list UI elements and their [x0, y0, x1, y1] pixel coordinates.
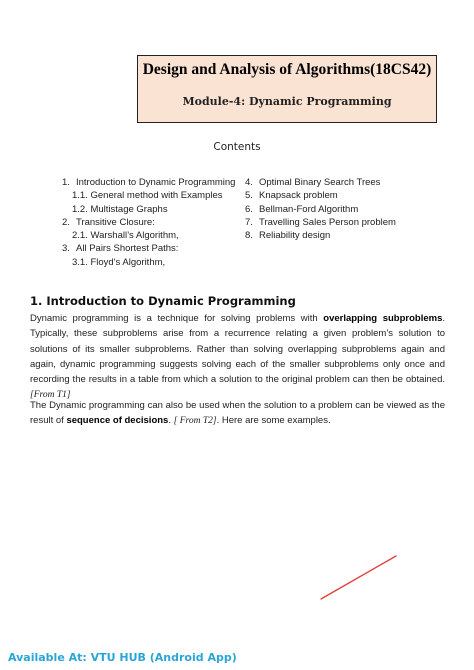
annotation-line — [321, 556, 396, 599]
toc-item-number: 4. — [245, 177, 253, 188]
toc-item-label: Bellman-Ford Algorithm — [259, 203, 359, 215]
toc-item-number: 1. — [62, 177, 70, 188]
toc-subitem-label: 1.1. General method with Examples — [72, 190, 223, 202]
toc-item-label: Reliability design — [259, 230, 331, 242]
toc-item-number: 8. — [245, 230, 253, 242]
paragraph-text: The Dynamic programming can also be used when the solution to a problem can be viewed as the result of — [30, 400, 445, 427]
toc-item-label: Travelling Sales Person problem — [259, 216, 396, 228]
citation: [From T1] — [30, 390, 71, 401]
toc-item-label: All Pairs Shortest Paths: — [76, 243, 179, 255]
bold-term: sequence of decisions — [66, 415, 169, 427]
toc-item-label: Transitive Closure: — [76, 216, 155, 228]
paragraph-text: Dynamic programming is a technique for solving problems with — [30, 313, 324, 324]
bold-term: overlapping subproblems — [323, 313, 443, 324]
toc-item-label: Introduction to Dynamic Programming — [76, 177, 236, 188]
document-title: Design and Analysis of Algorithms(18CS42) — [142, 61, 432, 78]
footer-availability: Available At: VTU HUB (Android App) — [8, 651, 237, 664]
toc-item-number: 7. — [245, 216, 253, 228]
toc-subitem-label: 2.1. Warshall’s Algorithm, — [72, 230, 179, 242]
paragraph-text: . Typically, these subproblems arise from a recurrence relating a given problem’s solution to solutions of its smaller subproblems. Rather than solving overlapping subproblems again and again, dynamic programming suggests solving each of the smaller subproblems only once and recording the results in a table from which a solution to the original problem can then be obtained. — [30, 313, 445, 386]
paragraph-text: . Here are some examples. — [216, 415, 331, 427]
toc-item-label: Knapsack problem — [259, 190, 338, 202]
toc-item-number: 3. — [62, 243, 70, 255]
contents-title: Contents — [213, 141, 261, 153]
section-heading: 1. Introduction to Dynamic Programming — [30, 294, 296, 308]
toc-item-number: 6. — [245, 203, 253, 215]
toc-item-number: 2. — [62, 216, 70, 228]
toc-subitem-label: 1.2. Multistage Graphs — [72, 203, 168, 215]
toc-subitem-label: 3.1. Floyd's Algorithm, — [72, 256, 166, 268]
module-subtitle: Module-4: Dynamic Programming — [182, 95, 392, 108]
toc-item-number: 5. — [245, 190, 253, 202]
citation: [ From T2] — [173, 416, 217, 427]
toc-item-label: Optimal Binary Search Trees — [259, 177, 381, 188]
paragraph-text: . — [168, 415, 174, 427]
